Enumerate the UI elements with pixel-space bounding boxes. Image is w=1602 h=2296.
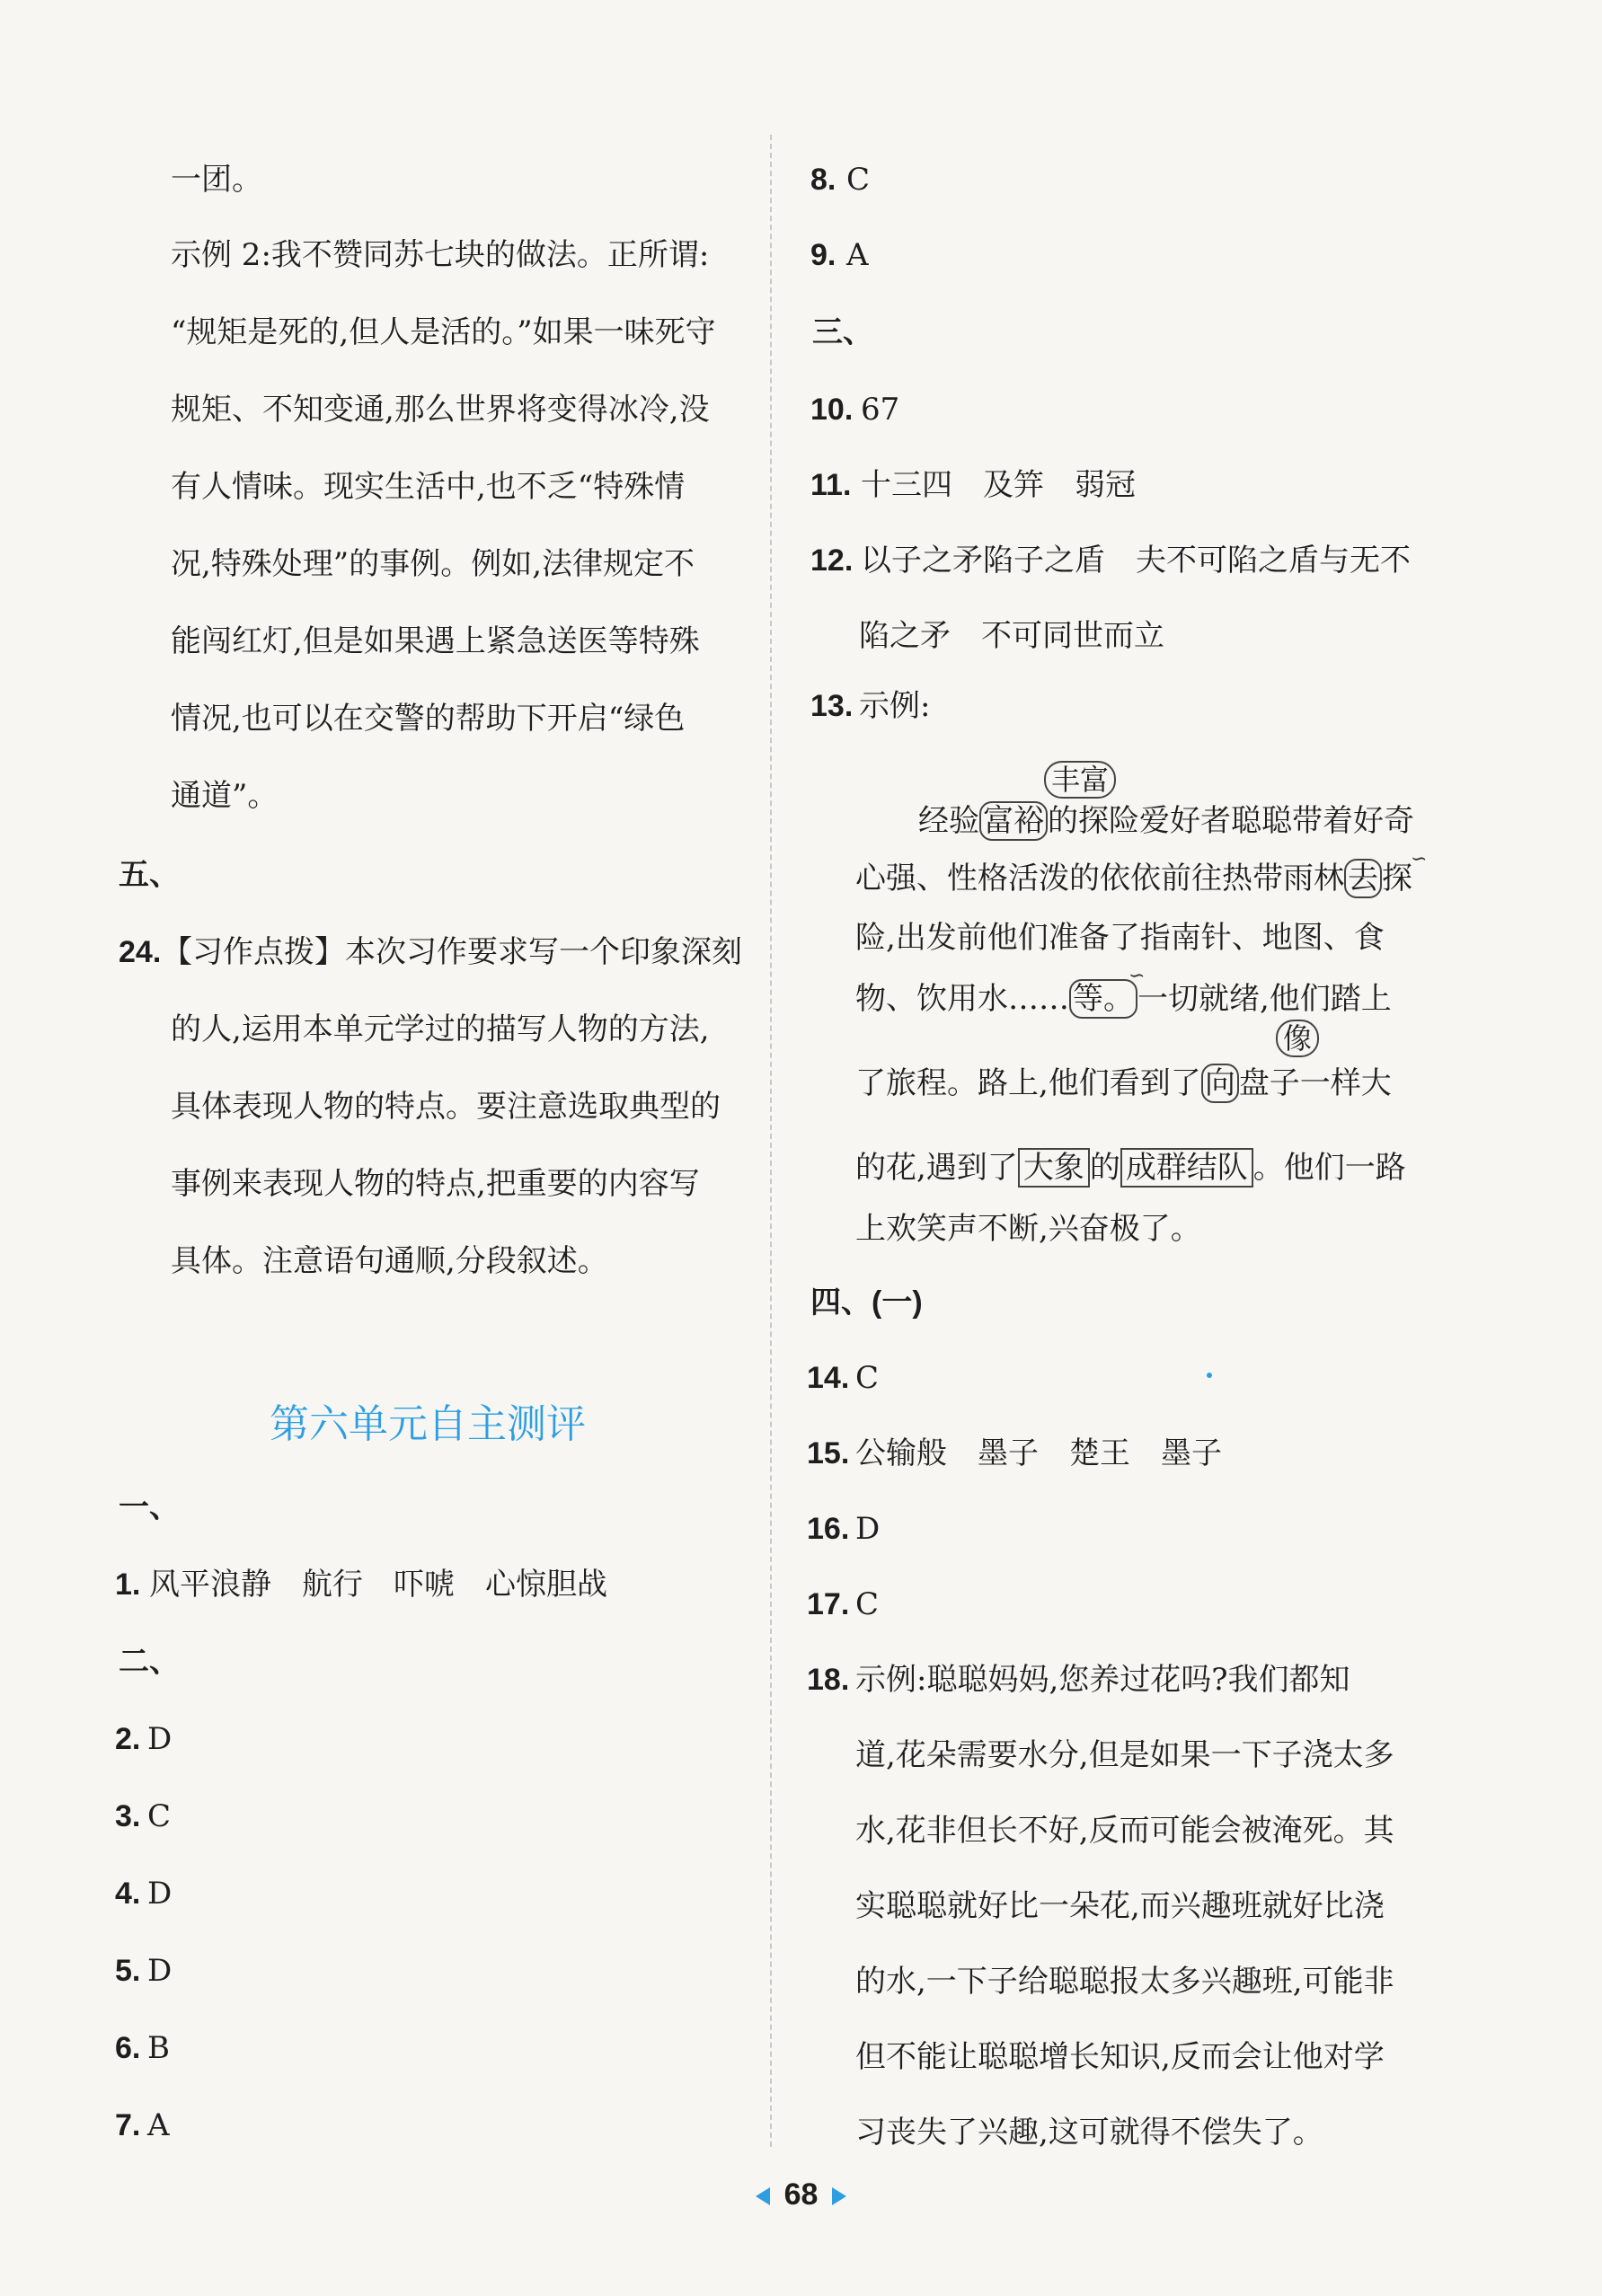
question-number: 11.: [810, 468, 852, 502]
page-footer: [0, 2177, 1602, 2212]
text-line: 具体。注意语句通顺,分段叙述。: [171, 1243, 608, 1279]
text-line: 能闯红灯,但是如果遇上紧急送医等特殊: [171, 623, 700, 659]
question-number: 15.: [807, 1436, 850, 1470]
text-line: 示例:聪聪妈妈,您养过花吗?我们都知: [855, 1662, 1350, 1698]
text-line: 况,特殊处理”的事例。例如,法律规定不: [171, 546, 695, 582]
text-line: 习丧失了兴趣,这可就得不偿失了。: [855, 2115, 1323, 2150]
text-line: 有人情味。现实生活中,也不乏“特殊情: [171, 469, 686, 505]
answer-text: 公输般 墨子 楚王 墨子: [855, 1435, 1222, 1471]
passage-line: 心强、性格活泼的依依前往热带雨林 去 探: [855, 861, 1412, 896]
section-heading: 二、: [119, 1645, 180, 1679]
prev-page-icon: [756, 2187, 770, 2205]
question-number: 14.: [807, 1361, 850, 1395]
ink-dot: [1207, 1373, 1212, 1378]
answer-text: C: [846, 162, 871, 198]
answer-text: D: [147, 1721, 173, 1757]
question-number: 3.: [115, 1799, 141, 1833]
question-number: 10.: [810, 393, 854, 427]
text-line: 水,花非但长不好,反而可能会被淹死。其: [855, 1813, 1394, 1849]
answer-text: C: [147, 1798, 172, 1834]
answer-text: 十三四 及笄 弱冠: [861, 467, 1136, 503]
passage-line: 了旅程。路上,他们看到了 向 盘子一样大: [855, 1065, 1392, 1101]
passage-line: 的花,遇到了 大象 的 成群结队 。他们一路: [855, 1150, 1406, 1186]
circled-word: 向: [1201, 1064, 1239, 1103]
section-heading: 一、: [119, 1490, 180, 1524]
text-line: 事例来表现人物的特点,把重要的内容写: [171, 1166, 700, 1202]
question-number: 7.: [115, 2108, 141, 2142]
swap-bracket: 大象: [1018, 1148, 1090, 1188]
answer-text: 示例:: [859, 688, 931, 724]
text-line: 示例 2:我不赞同苏七块的做法。正所谓:: [171, 237, 710, 273]
question-number: 5.: [115, 1954, 141, 1988]
question-number: 8.: [810, 163, 836, 197]
swap-bracket: 成群结队: [1120, 1148, 1253, 1188]
answer-text: D: [855, 1511, 881, 1547]
text-line: “规矩是死的,但人是活的。”如果一味死守: [171, 314, 716, 350]
text-line: 一团。: [171, 162, 262, 198]
text-line: 的水,一下子给聪聪报太多兴趣班,可能非: [855, 1964, 1394, 2000]
passage-line: 上欢笑声不断,兴奋极了。: [855, 1211, 1201, 1247]
correction-mark: 像: [1276, 1020, 1319, 1056]
answer-text: B: [147, 2030, 170, 2066]
section-heading: 三、: [812, 315, 873, 349]
question-number: 6.: [115, 2031, 141, 2065]
question-number: 24.: [119, 935, 162, 969]
circled-word: 去: [1344, 859, 1382, 898]
section-heading: 五、: [119, 858, 180, 892]
circled-word: 等。: [1069, 979, 1137, 1019]
text-line: 但不能让聪聪增长知识,反而会让他对学: [855, 2039, 1385, 2075]
passage-line: 经验 富裕 的探险爱好者聪聪带着好奇: [918, 803, 1414, 839]
question-number: 2.: [115, 1722, 141, 1756]
correction-mark: 丰富: [1044, 762, 1116, 798]
page-number: 68: [783, 2177, 819, 2212]
answer-text: 陷之矛 不可同世而立: [859, 618, 1164, 654]
section-heading: 四、(一): [810, 1285, 923, 1320]
question-number: 13.: [810, 689, 854, 723]
text-line: 通道”。: [171, 778, 279, 814]
question-number: 12.: [810, 543, 854, 578]
answer-text: C: [855, 1360, 880, 1396]
text-line: 规矩、不知变通,那么世界将变得冰冷,没: [171, 392, 710, 428]
text-line: 情况,也可以在交警的帮助下开启“绿色: [171, 701, 686, 737]
unit-title: 第六单元自主测评: [270, 1402, 586, 1446]
question-number: 18.: [807, 1663, 850, 1697]
text-line: 具体表现人物的特点。要注意选取典型的: [171, 1089, 721, 1125]
answer-text: 67: [861, 392, 900, 428]
answer-text: C: [855, 1586, 880, 1622]
answer-text: A: [846, 237, 869, 273]
question-number: 16.: [807, 1512, 850, 1546]
question-number: 9.: [810, 238, 836, 272]
passage-line: 物、饮用水…… 等。 一切就绪,他们踏上: [855, 981, 1392, 1017]
next-page-icon: [832, 2187, 846, 2205]
question-number: 17.: [807, 1587, 850, 1621]
text-line: 实聪聪就好比一朵花,而兴趣班就好比浇: [855, 1888, 1385, 1924]
circled-word: 富裕: [979, 801, 1048, 841]
question-number: 1.: [115, 1567, 141, 1602]
text-line: 道,花朵需要水分,但是如果一下子浇太多: [855, 1737, 1394, 1773]
answer-text: 风平浪静 航行 吓唬 心惊胆战: [149, 1567, 607, 1603]
passage-line: 险,出发前他们准备了指南针、地图、食: [855, 920, 1385, 956]
question-number: 4.: [115, 1877, 141, 1911]
answer-text: A: [147, 2107, 170, 2143]
column-divider: [770, 135, 772, 2147]
answer-text: D: [147, 1876, 173, 1912]
text-line: 的人,运用本单元学过的描写人物的方法,: [171, 1011, 710, 1047]
answer-text: 以子之矛陷子之盾 夫不可陷之盾与无不: [861, 543, 1411, 578]
delete-mark-icon: ∽: [1411, 848, 1428, 870]
delete-mark-icon: ∽: [1128, 965, 1146, 987]
answer-text: D: [147, 1953, 173, 1989]
text-line: 【习作点拨】本次习作要求写一个印象深刻: [162, 934, 742, 970]
